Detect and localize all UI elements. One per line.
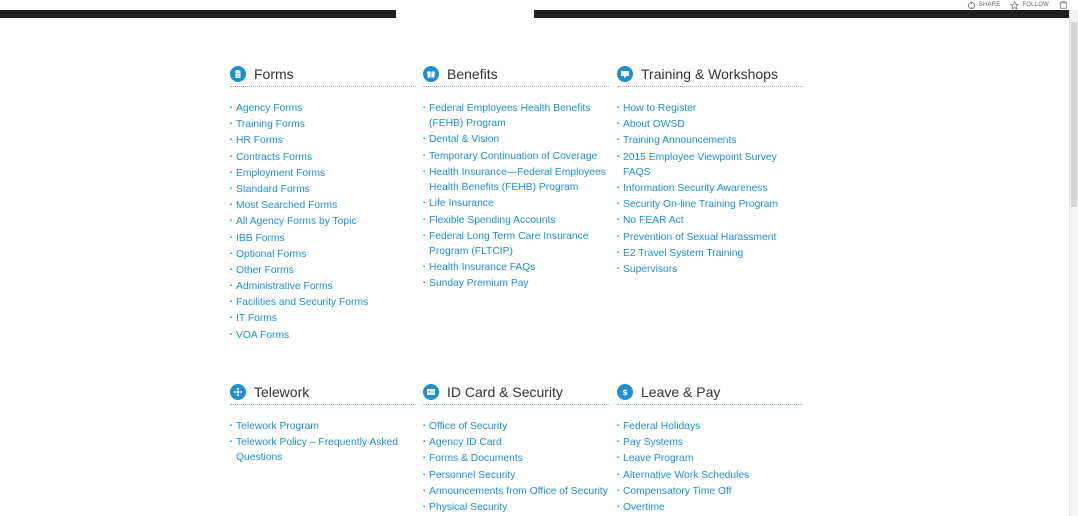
list-item[interactable]: ▪ Announcements from Office of Security: [423, 484, 609, 499]
list-item[interactable]: ▪ Sunday Premium Pay: [423, 276, 609, 291]
list-item[interactable]: ▪ IT Forms: [230, 311, 416, 326]
section-header: [423, 64, 609, 87]
list-item[interactable]: ▪ Facilities and Security Forms: [230, 295, 416, 310]
section-header: [230, 64, 416, 87]
list-item[interactable]: ▪ Life Insurance: [423, 196, 609, 211]
list-item[interactable]: ▪ Health Insurance FAQs: [423, 260, 609, 275]
section-header: [230, 382, 416, 405]
list-item[interactable]: ▪ Federal Long Term Care Insurance Program (FLTCIP): [423, 229, 609, 260]
list-item[interactable]: ▪ Optional Forms: [230, 247, 416, 262]
scrollbar-thumb[interactable]: [1071, 22, 1077, 207]
list-item[interactable]: ▪ Overtime: [617, 500, 803, 515]
list-item[interactable]: ▪ Other Forms: [230, 263, 416, 278]
list-item[interactable]: ▪ Leave Program: [617, 451, 803, 466]
section-title: Telework: [254, 384, 310, 400]
list-item[interactable]: ▪ Prevention of Sexual Harassment: [617, 230, 803, 245]
follow-button[interactable]: [1010, 1, 1049, 10]
link-list: [617, 101, 803, 277]
focus-button[interactable]: [1059, 1, 1068, 10]
list-item[interactable]: ▪ How to Register: [617, 101, 803, 116]
section-header: [423, 382, 609, 405]
network-icon: [230, 384, 246, 400]
list-item[interactable]: ▪ Pay Systems: [617, 435, 803, 450]
list-item[interactable]: ▪ Agency ID Card: [423, 435, 609, 450]
id-card-icon: [423, 384, 439, 400]
share-label: SHARE: [978, 2, 1001, 8]
list-item[interactable]: ▪ IBB Forms: [230, 231, 416, 246]
star-icon: [1010, 1, 1019, 10]
list-item[interactable]: ▪ Security On-line Training Program: [617, 197, 803, 212]
section-title: Training & Workshops: [641, 66, 778, 82]
vertical-scrollbar[interactable]: [1069, 10, 1078, 516]
link-list: [230, 101, 416, 343]
section-header: [617, 64, 803, 87]
list-item[interactable]: ▪ Office of Security: [423, 419, 609, 434]
list-item[interactable]: ▪ E2 Travel System Training: [617, 246, 803, 261]
list-item[interactable]: ▪ Telework Policy – Frequently Asked Questions: [230, 435, 416, 466]
suite-bar: [0, 0, 1078, 10]
section-header: [617, 382, 803, 405]
document-icon: [230, 66, 246, 82]
section-leave-pay: [617, 382, 803, 516]
link-list: [617, 419, 803, 515]
list-item[interactable]: ▪ 2015 Employee Viewpoint Survey FAQS: [617, 150, 803, 181]
list-item[interactable]: ▪ HR Forms: [230, 133, 416, 148]
gift-icon: [423, 66, 439, 82]
section-telework: [230, 382, 416, 467]
focus-icon: [1059, 1, 1068, 10]
list-item[interactable]: ▪ Physical Security: [423, 500, 609, 515]
section-forms: [230, 64, 416, 344]
list-item[interactable]: ▪ No FEAR Act: [617, 213, 803, 228]
share-icon: [967, 1, 976, 10]
list-item[interactable]: ▪ Administrative Forms: [230, 279, 416, 294]
list-item[interactable]: ▪ Agency Forms: [230, 101, 416, 116]
list-item[interactable]: ▪ Contracts Forms: [230, 150, 416, 165]
list-item[interactable]: ▪ Compensatory Time Off: [617, 484, 803, 499]
section-title: Benefits: [447, 66, 498, 82]
monitor-icon: [617, 66, 633, 82]
section-title: ID Card & Security: [447, 384, 563, 400]
list-item[interactable]: ▪ Training Announcements: [617, 133, 803, 148]
list-item[interactable]: ▪ Flexible Spending Accounts: [423, 213, 609, 228]
list-item[interactable]: ▪ Federal Employees Health Benefits (FEHB) Program: [423, 101, 609, 132]
list-item[interactable]: ▪ Most Searched Forms: [230, 198, 416, 213]
dollar-icon: [617, 384, 633, 400]
list-item[interactable]: ▪ VOA Forms: [230, 328, 416, 343]
list-item[interactable]: ▪ Alternative Work Schedules: [617, 468, 803, 483]
list-item[interactable]: ▪ Dental & Vision: [423, 132, 609, 147]
list-item[interactable]: ▪ Temporary Continuation of Coverage: [423, 149, 609, 164]
suite-actions: [967, 0, 1068, 10]
link-list: [423, 419, 609, 515]
top-nav-bar-left: [0, 10, 396, 18]
list-item[interactable]: ▪ Standard Forms: [230, 182, 416, 197]
top-nav-bar-right: [534, 10, 1070, 18]
section-benefits: [423, 64, 609, 293]
list-item[interactable]: ▪ Federal Holidays: [617, 419, 803, 434]
section-title: Forms: [254, 66, 294, 82]
follow-label: FOLLOW: [1022, 2, 1049, 8]
section-training: [617, 64, 803, 278]
link-list: [423, 101, 609, 292]
list-item[interactable]: ▪ Supervisors: [617, 262, 803, 277]
section-id-card: [423, 382, 609, 516]
svg-text:$: $: [622, 388, 628, 397]
share-button[interactable]: [967, 1, 1001, 10]
list-item[interactable]: ▪ Training Forms: [230, 117, 416, 132]
list-item[interactable]: ▪ Telework Program: [230, 419, 416, 434]
section-title: Leave & Pay: [641, 384, 721, 400]
list-item[interactable]: ▪ Forms & Documents: [423, 451, 609, 466]
list-item[interactable]: ▪ Personnel Security: [423, 468, 609, 483]
link-list: [230, 419, 416, 466]
list-item[interactable]: ▪ All Agency Forms by Topic: [230, 214, 416, 229]
list-item[interactable]: ▪ About OWSD: [617, 117, 803, 132]
list-item[interactable]: ▪ Employment Forms: [230, 166, 416, 181]
list-item[interactable]: ▪ Information Security Awareness: [617, 181, 803, 196]
list-item[interactable]: ▪ Health Insurance—Federal Employees Health Benefits (FEHB) Program: [423, 165, 609, 196]
